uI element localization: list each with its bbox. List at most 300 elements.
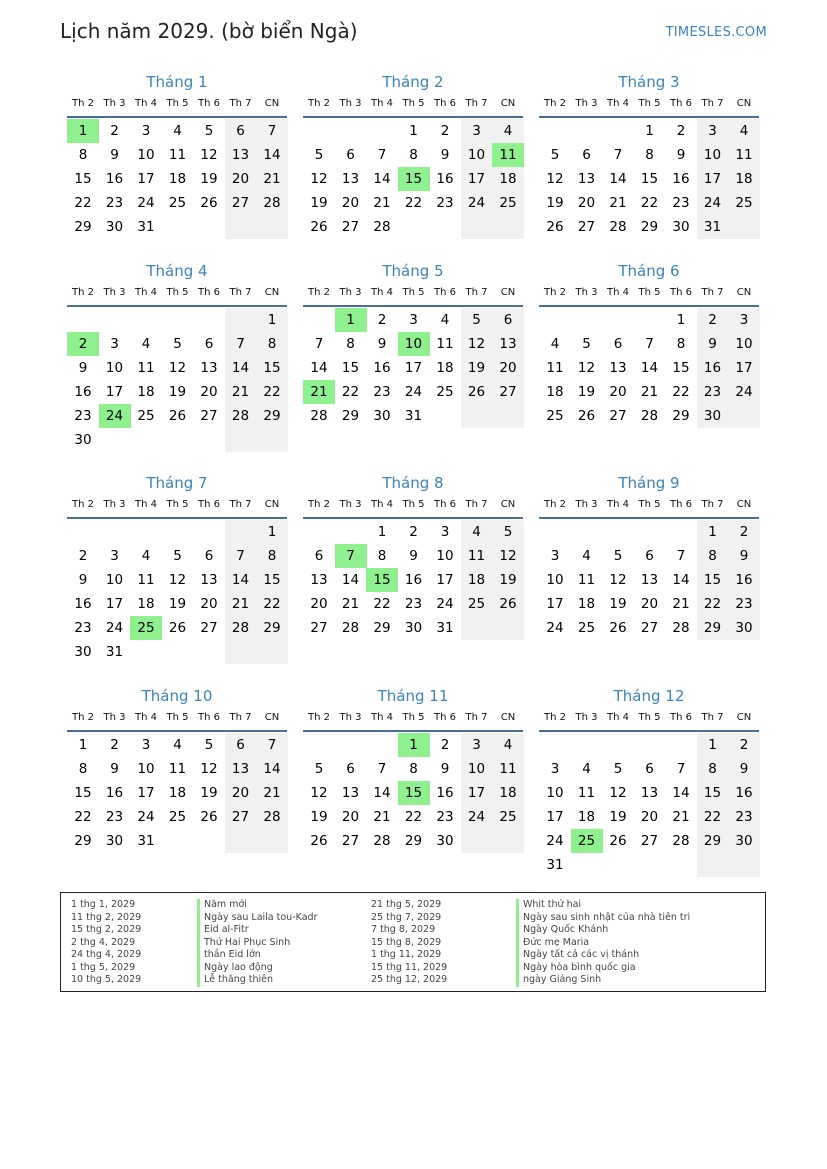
weekday-label: Th 2 xyxy=(308,98,330,109)
day-cell: 6 xyxy=(314,548,324,564)
weekend-blank-cell xyxy=(461,215,493,239)
legend-date: 2 thg 4, 2029 xyxy=(71,936,136,948)
day-cell: 21 xyxy=(373,195,391,211)
day-cell: 29 xyxy=(672,408,690,424)
day-cell: 29 xyxy=(74,219,92,235)
weekday-label: Th 2 xyxy=(308,499,330,510)
weekday-label: Th 7 xyxy=(701,287,724,298)
day-cell: 18 xyxy=(546,384,564,400)
day-cell: 8 xyxy=(377,548,387,564)
month-name: Tháng 2 xyxy=(382,73,444,91)
legend-dates-col-1 xyxy=(71,899,141,987)
day-cell: 21 xyxy=(609,195,627,211)
day-cell: 29 xyxy=(373,620,391,636)
weekday-label: Th 7 xyxy=(701,712,724,723)
weekday-label: Th 6 xyxy=(670,499,692,510)
weekday-label: Th 7 xyxy=(229,499,252,510)
day-cell: 21 xyxy=(373,809,391,825)
day-cell: 31 xyxy=(546,857,564,873)
day-cell: 20 xyxy=(200,384,218,400)
day-cell: 14 xyxy=(640,360,659,376)
day-cell: 3 xyxy=(440,524,450,540)
weekend-blank-cell xyxy=(492,829,524,853)
legend-date: 15 thg 8, 2029 xyxy=(371,936,442,948)
legend-names-col-1 xyxy=(197,899,317,987)
day-cell: 4 xyxy=(173,737,182,753)
day-cell: 25 xyxy=(137,408,155,424)
weekday-label: Th 6 xyxy=(670,287,692,298)
day-cell: 24 xyxy=(436,596,454,612)
weekday-header xyxy=(303,96,523,118)
day-cell: 19 xyxy=(200,171,218,187)
day-cell: 15 xyxy=(640,171,659,187)
weekend-blank-cell xyxy=(256,829,288,853)
weekday-label: CN xyxy=(264,98,280,109)
weekday-label: Th 4 xyxy=(371,98,393,109)
holiday-day-cell: 1 xyxy=(398,733,430,757)
weekend-blank-cell xyxy=(461,616,493,640)
legend-date: 1 thg 5, 2029 xyxy=(71,961,136,973)
weekday-label: Th 2 xyxy=(72,287,94,298)
day-cell: 27 xyxy=(310,620,328,636)
legend-holiday-name: Ngày sau sinh nhật của nhà tiên tri xyxy=(516,912,690,925)
day-cell: 5 xyxy=(492,520,524,544)
weekday-label: Th 2 xyxy=(72,499,94,510)
day-cell: 11 xyxy=(436,336,454,352)
weekday-label: CN xyxy=(736,712,752,723)
day-cell: 27 xyxy=(225,805,257,829)
day-cell: 11 xyxy=(577,572,596,588)
day-cell: 19 xyxy=(492,568,524,592)
weekend-blank-cell xyxy=(225,829,257,853)
day-cell: 13 xyxy=(310,572,328,588)
day-cell: 1 xyxy=(409,123,418,139)
day-cell: 4 xyxy=(492,733,524,757)
day-cell: 23 xyxy=(373,384,391,400)
weekday-label: CN xyxy=(500,712,516,723)
day-cell: 22 xyxy=(404,195,423,211)
day-cell: 3 xyxy=(461,733,493,757)
day-cell: 11 xyxy=(546,360,564,376)
day-cell: 25 xyxy=(728,191,760,215)
day-cell: 4 xyxy=(141,548,151,564)
day-cell: 2 xyxy=(676,123,686,139)
day-cell: 8 xyxy=(697,757,729,781)
day-cell: 26 xyxy=(577,408,596,424)
day-cell: 6 xyxy=(204,548,214,564)
day-cell: 13 xyxy=(225,757,257,781)
day-cell: 5 xyxy=(461,308,493,332)
day-cell: 20 xyxy=(577,195,596,211)
day-cell: 1 xyxy=(78,737,88,753)
day-cell: 25 xyxy=(577,620,596,636)
day-cell: 31 xyxy=(436,620,454,636)
day-cell: 20 xyxy=(492,356,524,380)
weekday-label: Th 5 xyxy=(402,287,425,298)
day-cell: 26 xyxy=(200,195,218,211)
day-cell: 20 xyxy=(609,384,627,400)
day-cell: 3 xyxy=(550,761,560,777)
day-cell: 4 xyxy=(728,119,760,143)
day-cell: 12 xyxy=(492,544,524,568)
day-cell: 4 xyxy=(550,336,560,352)
day-cell: 22 xyxy=(697,592,729,616)
day-cell: 10 xyxy=(461,143,493,167)
month-name: Tháng 3 xyxy=(618,73,680,91)
day-cell: 9 xyxy=(728,544,760,568)
weekday-label: CN xyxy=(500,98,516,109)
day-cell: 3 xyxy=(461,119,493,143)
legend-holiday-name: thần Eid lớn xyxy=(197,949,317,962)
day-cell: 19 xyxy=(168,596,187,612)
weekday-label: Th 7 xyxy=(465,98,488,109)
legend-date: 15 thg 11, 2029 xyxy=(371,961,448,973)
day-cell: 16 xyxy=(672,171,690,187)
day-cell: 21 xyxy=(256,781,288,805)
day-cell: 4 xyxy=(440,312,450,328)
weekday-label: CN xyxy=(264,499,280,510)
day-cell: 3 xyxy=(110,336,119,352)
day-cell: 24 xyxy=(461,191,493,215)
day-cell: 17 xyxy=(546,809,564,825)
day-cell: 29 xyxy=(640,219,659,235)
holiday-day-cell: 15 xyxy=(398,781,430,805)
day-cell: 21 xyxy=(672,596,690,612)
day-cell: 9 xyxy=(676,147,686,163)
holiday-day-cell: 25 xyxy=(571,829,603,853)
day-cell: 7 xyxy=(613,147,623,163)
day-cell: 26 xyxy=(310,219,328,235)
day-cell: 24 xyxy=(137,809,155,825)
weekend-blank-cell xyxy=(256,215,288,239)
month-name: Tháng 7 xyxy=(146,474,208,492)
holiday-day-cell: 21 xyxy=(303,380,335,404)
day-cell: 31 xyxy=(105,644,124,660)
day-cell: 4 xyxy=(492,119,524,143)
day-cell: 22 xyxy=(256,592,288,616)
weekday-label: Th 3 xyxy=(103,98,126,109)
weekday-label: Th 7 xyxy=(229,98,252,109)
day-cell: 27 xyxy=(225,191,257,215)
day-cell: 22 xyxy=(640,195,659,211)
day-cell: 14 xyxy=(310,360,328,376)
day-cell: 26 xyxy=(310,833,328,849)
day-cell: 6 xyxy=(645,548,654,564)
month-name: Tháng 4 xyxy=(146,262,208,280)
weekday-label: Th 2 xyxy=(544,287,566,298)
day-cell: 3 xyxy=(697,119,729,143)
holiday-day-cell: 11 xyxy=(492,143,524,167)
day-cell: 19 xyxy=(461,356,493,380)
day-cell: 5 xyxy=(613,548,623,564)
day-cell: 9 xyxy=(377,336,387,352)
day-cell: 18 xyxy=(577,809,596,825)
day-cell: 17 xyxy=(105,596,124,612)
weekday-label: Th 4 xyxy=(607,98,629,109)
day-cell: 2 xyxy=(728,520,760,544)
holiday-day-cell: 1 xyxy=(335,308,367,332)
day-cell: 8 xyxy=(78,147,88,163)
day-cell: 10 xyxy=(697,143,729,167)
day-cell: 19 xyxy=(609,596,627,612)
weekday-label: Th 3 xyxy=(103,712,126,723)
weekday-header xyxy=(303,710,523,732)
day-cell: 11 xyxy=(137,360,155,376)
weekday-label: CN xyxy=(264,287,280,298)
day-cell: 8 xyxy=(645,147,654,163)
day-cell: 24 xyxy=(697,191,729,215)
day-cell: 11 xyxy=(728,143,760,167)
day-cell: 13 xyxy=(492,332,524,356)
weekday-label: CN xyxy=(736,499,752,510)
day-cell: 27 xyxy=(492,380,524,404)
day-cell: 8 xyxy=(256,544,288,568)
day-cell: 24 xyxy=(137,195,155,211)
day-cell: 5 xyxy=(204,737,214,753)
month-name: Tháng 8 xyxy=(382,474,444,492)
day-cell: 3 xyxy=(141,737,151,753)
day-cell: 2 xyxy=(377,312,387,328)
weekday-label: Th 5 xyxy=(638,287,661,298)
day-cell: 2 xyxy=(110,123,119,139)
holiday-day-cell: 2 xyxy=(67,332,99,356)
day-cell: 23 xyxy=(74,620,92,636)
day-cell: 13 xyxy=(200,572,218,588)
day-cell: 13 xyxy=(640,785,659,801)
day-cell: 12 xyxy=(310,171,328,187)
holiday-day-cell: 1 xyxy=(67,119,99,143)
day-cell: 15 xyxy=(74,785,92,801)
weekend-blank-cell xyxy=(225,215,257,239)
day-cell: 6 xyxy=(346,147,355,163)
legend-date: 7 thg 8, 2029 xyxy=(371,924,436,935)
legend-holiday-name: Whit thứ hai xyxy=(516,899,690,912)
day-cell: 4 xyxy=(461,520,493,544)
weekday-label: Th 6 xyxy=(198,712,220,723)
day-cell: 5 xyxy=(204,123,214,139)
day-cell: 15 xyxy=(672,360,690,376)
day-cell: 28 xyxy=(225,404,257,428)
day-cell: 5 xyxy=(173,548,182,564)
day-cell: 13 xyxy=(577,171,596,187)
weekday-label: Th 3 xyxy=(575,712,598,723)
weekday-header xyxy=(539,96,759,118)
weekday-label: CN xyxy=(500,499,516,510)
day-cell: 12 xyxy=(577,360,596,376)
weekend-blank-cell xyxy=(728,404,760,428)
day-cell: 10 xyxy=(461,757,493,781)
day-cell: 16 xyxy=(105,171,124,187)
day-cell: 12 xyxy=(461,332,493,356)
weekend-blank-cell xyxy=(256,640,288,664)
legend-holiday-name: Ngày hòa bình quốc gia xyxy=(516,962,690,975)
day-cell: 26 xyxy=(546,219,564,235)
day-cell: 28 xyxy=(225,616,257,640)
day-cell: 17 xyxy=(461,781,493,805)
day-cell: 4 xyxy=(582,548,591,564)
site-link[interactable]: TIMESLES.COM xyxy=(665,25,767,40)
day-cell: 5 xyxy=(173,336,182,352)
day-cell: 18 xyxy=(577,596,596,612)
day-cell: 28 xyxy=(672,833,690,849)
day-cell: 4 xyxy=(582,761,591,777)
day-cell: 17 xyxy=(137,171,155,187)
weekday-label: Th 5 xyxy=(402,499,425,510)
weekday-label: Th 4 xyxy=(371,712,393,723)
day-cell: 29 xyxy=(341,408,360,424)
weekday-label: Th 6 xyxy=(198,499,220,510)
weekday-label: Th 4 xyxy=(607,287,629,298)
day-cell: 26 xyxy=(200,809,218,825)
day-cell: 14 xyxy=(373,171,391,187)
weekday-header xyxy=(67,497,287,519)
day-cell: 22 xyxy=(373,596,391,612)
legend-holiday-name: Đức mẹ Maria xyxy=(516,937,690,950)
weekday-label: Th 4 xyxy=(135,287,157,298)
month-name: Tháng 12 xyxy=(613,687,685,705)
day-cell: 23 xyxy=(74,408,92,424)
day-cell: 3 xyxy=(141,123,151,139)
day-cell: 23 xyxy=(697,380,729,404)
day-cell: 9 xyxy=(110,147,119,163)
day-cell: 30 xyxy=(728,829,760,853)
day-cell: 8 xyxy=(256,332,288,356)
day-cell: 9 xyxy=(110,761,119,777)
holiday-day-cell: 25 xyxy=(130,616,162,640)
weekday-label: Th 7 xyxy=(465,499,488,510)
day-cell: 17 xyxy=(404,360,423,376)
day-cell: 17 xyxy=(728,356,760,380)
legend-holiday-name: ngày Giáng Sinh xyxy=(516,974,690,987)
day-cell: 26 xyxy=(461,380,493,404)
month-name: Tháng 11 xyxy=(377,687,449,705)
day-cell: 17 xyxy=(436,572,454,588)
day-cell: 1 xyxy=(676,312,686,328)
day-cell: 29 xyxy=(697,829,729,853)
day-cell: 20 xyxy=(341,195,360,211)
day-cell: 16 xyxy=(74,384,92,400)
day-cell: 8 xyxy=(409,147,418,163)
weekday-header xyxy=(303,497,523,519)
holiday-day-cell: 15 xyxy=(366,568,398,592)
day-cell: 10 xyxy=(137,761,155,777)
weekday-header xyxy=(539,285,759,307)
day-cell: 17 xyxy=(105,384,124,400)
day-cell: 21 xyxy=(640,384,659,400)
day-cell: 9 xyxy=(697,332,729,356)
day-cell: 28 xyxy=(672,620,690,636)
weekday-label: Th 3 xyxy=(575,499,598,510)
day-cell: 14 xyxy=(609,171,627,187)
day-cell: 19 xyxy=(546,195,564,211)
weekday-label: Th 6 xyxy=(670,712,692,723)
day-cell: 30 xyxy=(74,644,92,660)
day-cell: 29 xyxy=(256,404,288,428)
day-cell: 11 xyxy=(577,785,596,801)
day-cell: 10 xyxy=(546,572,564,588)
weekday-label: Th 7 xyxy=(229,712,252,723)
day-cell: 6 xyxy=(225,733,257,757)
day-cell: 13 xyxy=(341,171,360,187)
weekday-label: Th 7 xyxy=(465,712,488,723)
day-cell: 29 xyxy=(404,833,423,849)
day-cell: 27 xyxy=(609,408,627,424)
day-cell: 15 xyxy=(74,171,92,187)
weekend-blank-cell xyxy=(492,404,524,428)
day-cell: 9 xyxy=(409,548,418,564)
day-cell: 15 xyxy=(256,356,288,380)
day-cell: 13 xyxy=(225,143,257,167)
day-cell: 20 xyxy=(225,167,257,191)
day-cell: 30 xyxy=(728,616,760,640)
day-cell: 9 xyxy=(440,147,450,163)
day-cell: 23 xyxy=(672,195,690,211)
day-cell: 12 xyxy=(546,171,564,187)
day-cell: 21 xyxy=(256,167,288,191)
day-cell: 30 xyxy=(697,404,729,428)
weekend-blank-cell xyxy=(461,404,493,428)
weekday-label: Th 4 xyxy=(607,499,629,510)
day-cell: 12 xyxy=(168,360,187,376)
day-cell: 27 xyxy=(200,620,218,636)
legend-holiday-name: Ngày lao động xyxy=(197,962,317,975)
day-cell: 28 xyxy=(640,408,659,424)
weekday-label: Th 3 xyxy=(339,287,362,298)
weekday-label: Th 5 xyxy=(166,712,189,723)
day-cell: 10 xyxy=(105,572,124,588)
day-cell: 17 xyxy=(546,596,564,612)
day-cell: 7 xyxy=(225,544,257,568)
day-cell: 30 xyxy=(74,432,92,448)
day-cell: 6 xyxy=(204,336,214,352)
day-cell: 2 xyxy=(409,524,418,540)
day-cell: 12 xyxy=(168,572,187,588)
legend-date: 21 thg 5, 2029 xyxy=(371,899,442,910)
month-name: Tháng 9 xyxy=(618,474,680,492)
day-cell: 18 xyxy=(168,171,187,187)
day-cell: 25 xyxy=(546,408,564,424)
day-cell: 19 xyxy=(200,785,218,801)
day-cell: 3 xyxy=(550,548,560,564)
day-cell: 25 xyxy=(168,195,187,211)
day-cell: 31 xyxy=(697,215,729,239)
day-cell: 10 xyxy=(105,360,124,376)
weekday-label: Th 3 xyxy=(103,287,126,298)
day-cell: 30 xyxy=(436,833,454,849)
day-cell: 6 xyxy=(346,761,355,777)
day-cell: 16 xyxy=(404,572,423,588)
day-cell: 21 xyxy=(225,380,257,404)
day-cell: 28 xyxy=(341,620,360,636)
day-cell: 31 xyxy=(137,219,155,235)
day-cell: 25 xyxy=(436,384,454,400)
day-cell: 6 xyxy=(582,147,591,163)
day-cell: 21 xyxy=(341,596,360,612)
legend-holiday-name: Ngày tất cả các vị thánh xyxy=(516,949,690,962)
day-cell: 5 xyxy=(550,147,560,163)
day-cell: 28 xyxy=(310,408,328,424)
day-cell: 1 xyxy=(256,520,288,544)
day-cell: 3 xyxy=(409,312,418,328)
weekend-blank-cell xyxy=(225,520,257,544)
day-cell: 2 xyxy=(110,737,119,753)
day-cell: 22 xyxy=(341,384,360,400)
day-cell: 10 xyxy=(546,785,564,801)
day-cell: 21 xyxy=(225,592,257,616)
holiday-day-cell: 15 xyxy=(398,167,430,191)
day-cell: 5 xyxy=(613,761,623,777)
day-cell: 26 xyxy=(168,408,187,424)
